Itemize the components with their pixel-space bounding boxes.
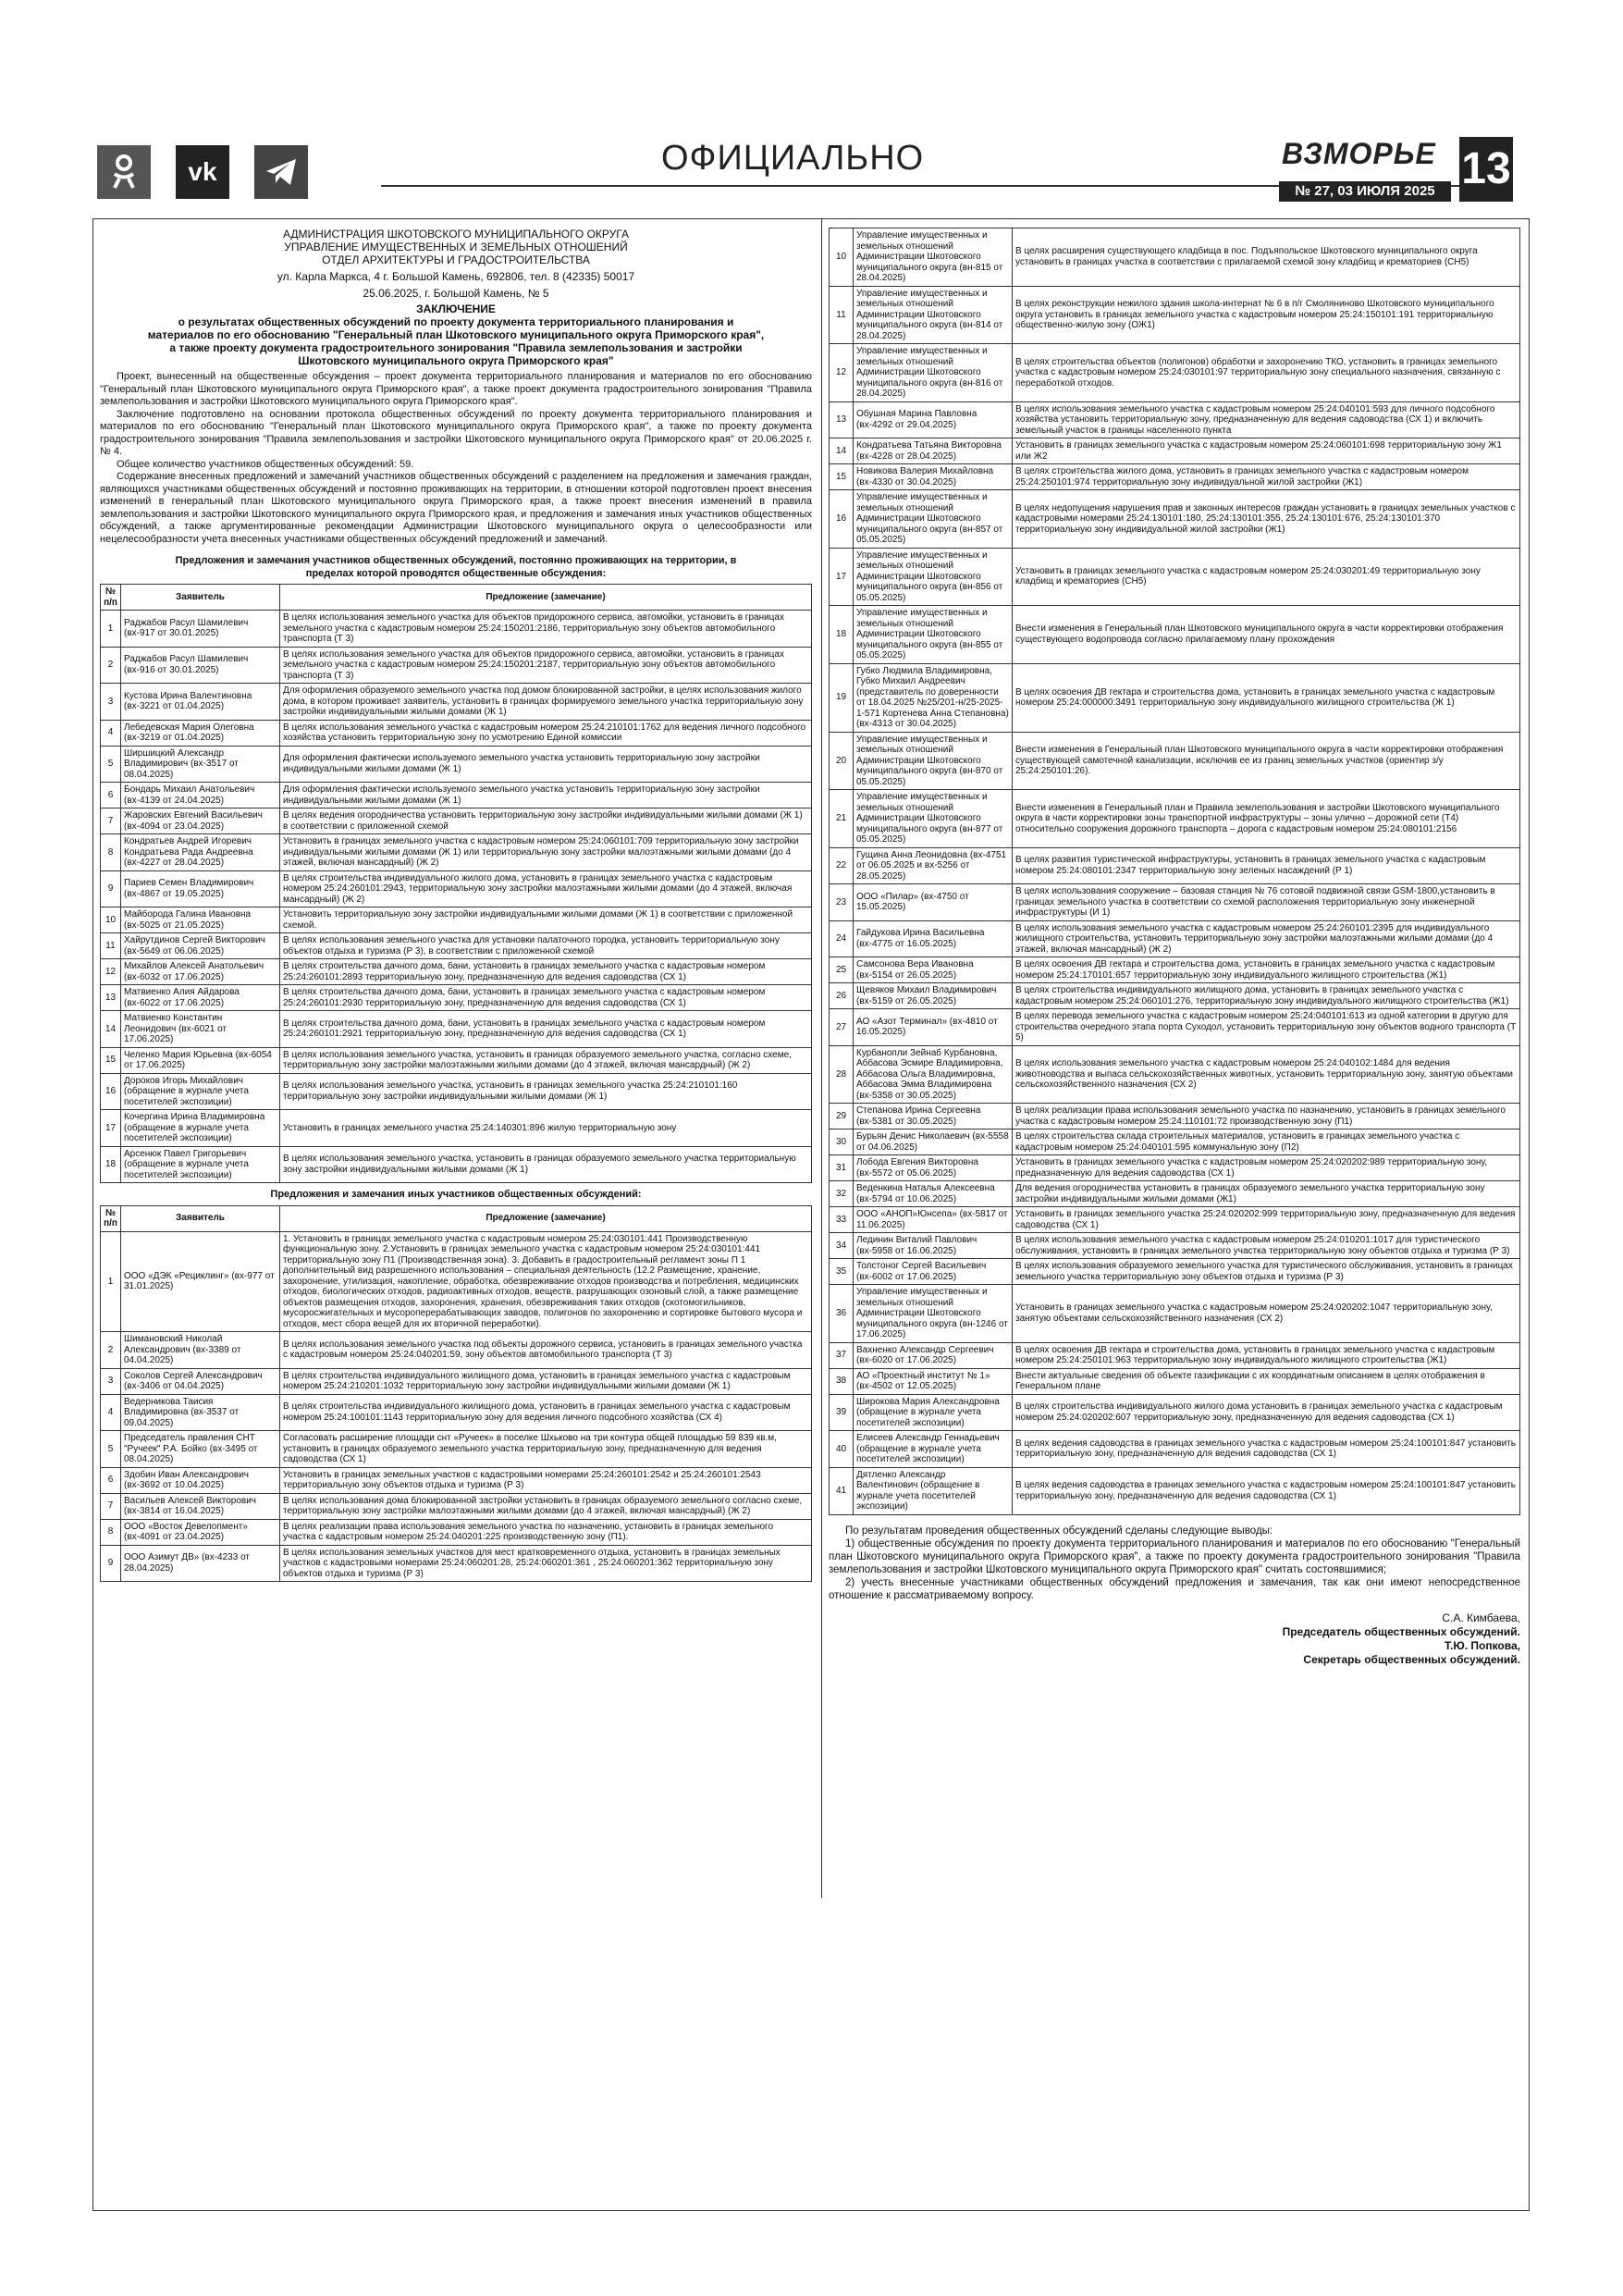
table-row [830,1104,1520,1129]
table-row [101,720,812,746]
table-row [101,1394,812,1431]
row-number: 1 [101,611,121,648]
row-number: 7 [101,1493,121,1519]
address: ул. Карла Маркса, 4 г. Большой Камень, 692806, тел. 8 (42335) 50017 [277,270,635,283]
row-proposal: В целях строительства индивидуального жилищного дома, установить в границах земельного участка с кадастровым номером 25:24:210201:1032 территориальную зону застройки индивидуальными жилыми домами (Ж 1) [280,1368,812,1394]
row-proposal: В целях использования земельного участка с кадастровым номером 25:24:040102:1484 для ведения животноводства и выпаса сельскохозяйственных животных, установить территориальную зону, занятую объектами сельскохозяйственного назначения (СХ 2) [1013,1045,1520,1104]
row-applicant: Управление имущественных и земельных отношений Администрации Шкотовского муниципального округа (вн-856 от 05.05.2025) [854,548,1013,606]
table-row [830,847,1520,884]
row-proposal: В целях использования земельного участка под объекты дорожного сервиса, установить в границах земельного участка с кадастровым номером 25:24:040201:59, зону объектов автомобильного транспорта (Т 3) [280,1332,812,1369]
table-row [101,834,812,871]
row-number: 27 [830,1009,854,1046]
row-number: 9 [101,870,121,907]
table-row [830,1009,1520,1046]
row-number: 24 [830,920,854,957]
col-num: № п/п [101,585,121,611]
sig1-name: С.А. Кимбаева, [1442,1611,1520,1624]
sig1-role: Председатель общественных обсуждений. [1282,1624,1520,1638]
row-number: 10 [101,907,121,933]
table-row [101,959,812,985]
row-number: 12 [101,959,121,985]
row-number: 39 [830,1394,854,1431]
row-number: 12 [830,344,854,402]
row-number: 28 [830,1045,854,1104]
signatures [829,1611,1520,1667]
col-applicant: Заявитель [121,585,280,611]
row-applicant: Управление имущественных и земельных отношений Администрации Шкотовского муниципального округа (вн-877 от 05.05.2025) [854,790,1013,848]
table-row [101,870,812,907]
row-number: 6 [101,783,121,809]
row-applicant: Управление имущественных и земельных отношений Администрации Шкотовского муниципального округа (вн-816 от 28.04.2025) [854,344,1013,402]
row-applicant: Кондратьева Татьяна Викторовна (вх-4228 от 28.04.2025) [854,438,1013,464]
table-row [830,490,1520,549]
table-row [101,647,812,684]
row-applicant: Самсонова Вера Ивановна (вх-5154 от 26.05.2025) [854,957,1013,983]
row-proposal: В целях строительства дачного дома, бани, установить в границах земельного участка с кадастровым номером 25:24:260101:2930 территориальную зону, предназначенную для ведения садоводства (СХ 1) [280,985,812,1011]
row-number: 18 [101,1146,121,1183]
row-proposal: В целях строительства индивидуального жилого дома, установить в границах земельного участка с кадастровым номером 25:24:260101:2943, территориальную зону застройки малоэтажными жилыми домами (до 4 этажей, включая мансардный) (Ж 2) [280,870,812,907]
row-proposal: Для ведения огородничества установить в границах образуемого земельного участка территориальную зону застройки индивидуальными жилыми домами (Ж1) [1013,1181,1520,1207]
row-applicant: Губко Людмила Владимировна, Губко Михаил Андреевич (представитель по доверенности от 18.04.2025 №25/201-н/25-2025-1-571 Кортенева Анна Степановна) (вх-4313 от 30.04.2025) [854,663,1013,732]
row-proposal: В целях строительства жилого дома, установить в границах земельного участка с кадастровым номером 25:24:250101:974 территориальную зону индивидуальной жилой застройки (Ж1) [1013,464,1520,490]
table-row [101,1519,812,1545]
table-row [830,1259,1520,1285]
row-applicant: Щевяков Михаил Владимирович (вх-5159 от 26.05.2025) [854,983,1013,1009]
row-proposal: Установить в границах земельного участка с кадастровым номером 25:24:020202:1047 территориальную зону, занятую объектами сельскохозяйственного назначения (СХ 2) [1013,1285,1520,1343]
table-row [830,401,1520,438]
table-row [830,464,1520,490]
row-number: 11 [830,286,854,344]
row-proposal: Установить в границах земельного участка с кадастровым номером 25:24:060101:698 территориальную зону Ж1 или Ж2 [1013,438,1520,464]
table-others-continued [829,228,1520,1515]
table-row [830,1368,1520,1394]
row-number: 29 [830,1104,854,1129]
row-number: 14 [830,438,854,464]
row-applicant: Дороков Игорь Михайлович (обращение в журнале учета посетителей экспозиции) [121,1073,280,1110]
table-row [830,884,1520,921]
row-applicant: АО «Проектный институт № 1» (вх-4502 от 12.05.2025) [854,1368,1013,1394]
table-row [830,1431,1520,1468]
row-proposal: В целях использования земельного участка с кадастровым номером 25:24:210101:1762 для ведения личного подсобного хозяйства установить территориальную зону по усмотрению Единой комиссии [280,720,812,746]
table2-title: Предложения и замечания иных участников общественных обсуждений: [270,1189,642,1200]
row-number: 2 [101,647,121,684]
table-row [101,1231,812,1332]
row-applicant: Обушная Марина Павловна (вх-4292 от 29.04.2025) [854,401,1013,438]
row-proposal: В целях использования образуемого земельного участка для туристического обслуживания, установить в границах земельного участка территориальную зону объектов отдыха и туризма (Р 3) [1013,1259,1520,1285]
row-proposal: В целях использования земельного участка для объектов придорожного сервиса, автомойки, установить в границах земельного участка с кадастровым номером 25:24:150201:2187, территориальную зону объектов автомобильного транспорта (Т 3) [280,647,812,684]
row-number: 34 [830,1233,854,1259]
row-proposal: В целях использования земельного участка с кадастровым номером 25:24:040101:593 для личного подсобного хозяйства установить территориальную зону, предназначенную для ведения садоводства (СХ 1) и включить земельный участок в границы населенного пункта [1013,401,1520,438]
row-applicant: Гущина Анна Леонидовна (вх-4751 от 06.05.2025 и вх-5256 от 28.05.2025) [854,847,1013,884]
row-number: 15 [830,464,854,490]
col-proposal: Предложение (замечание) [280,585,812,611]
page-number: 13 [1459,137,1513,202]
row-number: 13 [830,401,854,438]
row-proposal: Внести актуальные сведения об объекте газификации с их координатным описанием в целях отображения в Генеральном плане [1013,1368,1520,1394]
row-number: 23 [830,884,854,921]
row-proposal: В целях перевода земельного участка с кадастровым номером 25:24:040101:613 из одной категории в другую для строительства очередного этапа порта Суходол, установить территориальную зону объектов водного транспорта (Т 5) [1013,1009,1520,1046]
row-applicant: Михайлов Алексей Анатольевич (вх-6032 от 17.06.2025) [121,959,280,985]
date-line: 25.06.2025, г. Большой Камень, № 5 [363,287,549,300]
row-applicant: Жаровских Евгений Васильевич (вх-4094 от 23.04.2025) [121,809,280,834]
row-applicant: Управление имущественных и земельных отношений Администрации Шкотовского муниципального округа (вн-814 от 28.04.2025) [854,286,1013,344]
row-applicant: ООО «Пилар» (вх-4750 от 15.05.2025) [854,884,1013,921]
row-number: 15 [101,1047,121,1073]
table-row [101,1110,812,1147]
row-proposal: Установить в границах земельных участков с кадастровыми номерами 25:24:260101:2542 и 25:24:260101:2543 территориальную зону объектов отдыха и туризма (Р 3) [280,1467,812,1493]
newspaper-logo: ВЗМОРЬЕ [1282,137,1436,170]
table-row [830,548,1520,606]
row-applicant: Гайдукова Ирина Васильевна (вх-4775 от 16.05.2025) [854,920,1013,957]
row-proposal: Согласовать расширение площади снт «Ручеек» в поселке Шхьково на три контура общей площадью 59 839 кв.м, установить в границах образуемого земельного участка территориальную зону, предназначенную для ведения садоводства (СХ 1) [280,1431,812,1468]
col-applicant: Заявитель [121,1205,280,1231]
row-number: 33 [830,1207,854,1233]
row-proposal: В целях недопущения нарушения прав и законных интересов граждан установить в границах земельных участков с кадастровыми номерами 25:24:130101:180, 25:24:130101:355, 25:24:130101:676, 25:24:130101:370 территориальную зону индивидуальной жилой застройки (Ж1) [1013,490,1520,549]
table-row [830,1285,1520,1343]
issue-line: № 27, 03 ИЮЛЯ 2025 [1279,181,1451,202]
table-row [101,746,812,783]
table-residents [100,584,812,1183]
row-proposal: Для оформления фактически используемого земельного участка установить территориальную зону застройки индивидуальными жилыми домами (Ж 1) [280,783,812,809]
table-row [830,228,1520,287]
row-proposal: Внести изменения в Генеральный план и Правила землепользования и застройки Шкотовского муниципального округа в части корректировки зоны транспортной инфраструктуры – зоны улично – дорожной сети (Т4) относительно сооружения дорожного транспорта – дорога с кадастровым номером 25:24:080101:2156 [1013,790,1520,848]
row-number: 35 [830,1259,854,1285]
row-applicant: Кустова Ирина Валентиновна (вх-3221 от 01.04.2025) [121,684,280,721]
table-row [830,606,1520,664]
row-applicant: ООО «Восток Девелопмент» (вх-4091 от 23.04.2025) [121,1519,280,1545]
row-proposal: В целях использования земельного участка, установить в границах земельного участка 25:24:210101:160 территориальную зону застройки индивидуальными жилыми домами (Ж 1) [280,1073,812,1110]
row-proposal: В целях реализации права использования земельного участка по назначению, установить в границах земельного участка с кадастровым номером 25:24:110101:72 производственную зону (П1) [1013,1104,1520,1129]
table-row [830,663,1520,732]
table-row [830,1233,1520,1259]
table-row [101,611,812,648]
doc-title: ЗАКЛЮЧЕНИЕ [416,302,496,315]
conclusion-intro: По результатам проведения общественных обсуждений сделаны следующие выводы: [845,1524,1273,1537]
left-column [100,228,812,1582]
row-number: 20 [830,732,854,790]
row-proposal: Установить в границах земельного участка 25:24:020202:999 территориальную зону, предназначенную для ведения садоводства (СХ 1) [1013,1207,1520,1233]
row-number: 16 [830,490,854,549]
row-applicant: ООО Азимут ДВ» (вх-4233 от 28.04.2025) [121,1545,280,1582]
vk-icon[interactable]: vk [176,145,229,199]
row-number: 37 [830,1342,854,1368]
table-row [830,983,1520,1009]
row-applicant: Управление имущественных и земельных отношений Администрации Шкотовского муниципального округа (вн-857 от 05.05.2025) [854,490,1013,549]
row-applicant: Веденкина Наталья Алексеевна (вх-5794 от 10.06.2025) [854,1181,1013,1207]
right-column [829,228,1520,1667]
row-proposal: 1. Установить в границах земельного участка с кадастровым номером 25:24:030101:441 Производственную функциональную зону. 2.Установить в границах земельного участка с кадастровым номером 25:24:030101:441 территориальную зону П1 (Производственная зона). 3. Добавить в градостроительный регламент зоны П 1 дополнительный вид разрешенного использования – специальная деятельность (12.2 Размещение, хранение, захоронение, утилизация, накопление, обработка, обезвреживание отходов производства и потребления, медицинских отходов, биологических отходов, радиоактивных отходов, веществ, разрушающих озоновый слой, а также размещение объектов размещения отходов, захоронения, хранения, обезвреживания таких отходов (скотомогильников, мусоросжигательных и мусороперерабатывающих заводов, полигонов по захоронению и сортировке бытового мусора и отходов, мест сбора вещей для их вторичной переработки). [280,1231,812,1332]
row-applicant: Управление имущественных и земельных отношений Администрации Шкотовского муниципального округа (вн-815 от 28.04.2025) [854,228,1013,287]
row-proposal: Для оформления фактически используемого земельного участка установить территориальную зону застройки индивидуальными жилыми домами (Ж 1) [280,746,812,783]
row-applicant: АО «Азот Терминал» (вх-4810 от 16.05.2025) [854,1009,1013,1046]
table-row [830,957,1520,983]
row-number: 31 [830,1155,854,1181]
row-proposal: Установить в границах земельного участка с кадастровым номером 25:24:060101:709 территориальную зону застройки индивидуальными жилыми домами (Ж 1) или территориальную зону застройки малоэтажными жилыми домами (до 4 этажей, включая мансардный) (Ж 2) [280,834,812,871]
conclusion-2: 2) учесть внесенные участниками общественных обсуждений предложения и замечания, так как они имеют непосредственное отношение к рассматриваемому вопросу. [829,1576,1520,1601]
row-number: 11 [101,933,121,959]
row-proposal: В целях использования сооружение – базовая станция № 76 сотовой подвижной связи GSM-1800,установить в границах земельного участка в соответствии со схемой расположения территориальную зону инженерной инфраструктуры (И 1) [1013,884,1520,921]
table-row [830,1342,1520,1368]
row-applicant: Управление имущественных и земельных отношений Администрации Шкотовского муниципального округа (вн-855 от 05.05.2025) [854,606,1013,664]
row-applicant: Раджабов Расул Шамилевич (вх-917 от 30.01.2025) [121,611,280,648]
table-row [101,907,812,933]
row-number: 1 [101,1231,121,1332]
row-proposal: В целях строительства склада строительных материалов, установить в границах земельного участка с кадастровым номером 25:24:040101:595 коммунальную зону (П2) [1013,1129,1520,1155]
row-applicant: Матвиенко Алия Айдарова (вх-6022 от 17.06.2025) [121,985,280,1011]
table-row [830,1155,1520,1181]
row-proposal: В целях ведения огородничества установить территориальную зону застройки индивидуальными жилыми домами (Ж 1) в соответствии с приложенной схемой [280,809,812,834]
row-proposal: В целях строительства индивидуального жилищного дома, установить в границах земельного участка с кадастровым номером 25:24:060101:276, территориальную зону индивидуального жилищного строительства (Ж1) [1013,983,1520,1009]
row-applicant: Майборода Галина Ивановна (вх-5025 от 21.05.2025) [121,907,280,933]
table-row [830,1181,1520,1207]
ok-glyph [110,154,138,191]
paragraph-4: Содержание внесенных предложений и замечаний участников общественных обсуждений с разделением на предложения и замечания граждан, являющихся участниками общественных обсуждений и постоянно проживающих на территории, в отношении которой подготовлен проект внесения изменений в генеральный план Шкотовского муниципального округа Приморского края, а также проект внесения изменений в правила землепользования и застройки Шкотовского муниципального округа Приморского края, и предложения и замечания иных участников общественных обсуждений, а также аргументированные рекомендации Администрации Шкотовского муниципального округа о целесообразности или нецелесообразности учета внесенных участниками общественных обсуждений предложений и замечаний. [100,471,812,545]
row-number: 6 [101,1467,121,1493]
table-row [101,1467,812,1493]
row-proposal: В целях использования земельного участка для установки палаточного городка, установить территориальную зону объектов отдыха и туризма (Р 3), в соответствии с приложенной схемой [280,933,812,959]
row-proposal: Установить территориальную зону застройки индивидуальными жилыми домами (Ж 1) в соответствии с приложенной схемой. [280,907,812,933]
row-proposal: В целях развития туристической инфраструктуры, установить в границах земельного участка с кадастровым номером 25:24:080101:2347 территориальную зону зеленых насаждений (Р 1) [1013,847,1520,884]
conclusion-1: 1) общественные обсуждения по проекту документа территориального планирования и материалов по его обоснованию "Генеральный план Шкотовского муниципального округа Приморского края", а также по проекту документа градостроительного зонирования "Правила землепользования и застройки Шкотовского муниципального округа Приморского края" считать состоявшимися; [829,1537,1520,1575]
row-number: 8 [101,1519,121,1545]
table-row [830,344,1520,402]
row-number: 3 [101,684,121,721]
row-number: 22 [830,847,854,884]
table-row [101,1332,812,1369]
org-line-2: УПРАВЛЕНИЕ ИМУЩЕСТВЕННЫХ И ЗЕМЕЛЬНЫХ ОТНОШЕНИЙ [284,241,628,253]
row-proposal: В целях расширения существующего кладбища в пос. Подъяпольское Шкотовского муниципального округа установить в границах участка в соответствии с прилагаемой схемой зону кладбищ и крематориев (СН5) [1013,228,1520,287]
table-row [101,1431,812,1468]
row-number: 9 [101,1545,121,1582]
table-row [101,985,812,1011]
row-applicant: Париев Семен Владимирович (вх-4867 от 19.05.2025) [121,870,280,907]
row-number: 3 [101,1368,121,1394]
row-applicant: ООО «АНОП»Юнсепа» (вх-5817 от 11.06.2025) [854,1207,1013,1233]
row-applicant: Лединин Виталий Павлович (вх-5958 от 16.06.2025) [854,1233,1013,1259]
table-row [830,790,1520,848]
row-applicant: Шимановский Николай Александрович (вх-3389 от 04.04.2025) [121,1332,280,1369]
row-applicant: Ширшицкий Александр Владимирович (вх-3517 от 08.04.2025) [121,746,280,783]
section-title: ОФИЦИАЛЬНО [661,139,925,178]
table-row [101,684,812,721]
row-proposal: В целях использования дома блокированной застройки установить в границах образуемого земельного согласно схеме, территориальную зону застройки малоэтажными жилыми домами (до 4 этажей, включая мансардный) (Ж 2) [280,1493,812,1519]
row-number: 17 [830,548,854,606]
col-proposal: Предложение (замечание) [280,1205,812,1231]
row-number: 21 [830,790,854,848]
row-applicant: Арсенюк Павел Григорьевич (обращение в журнале учета посетителей экспозиции) [121,1146,280,1183]
row-number: 14 [101,1011,121,1048]
sig2-role: Секретарь общественных обсуждений. [1303,1652,1520,1666]
row-number: 40 [830,1431,854,1468]
table-row [101,783,812,809]
telegram-glyph [264,157,298,187]
table-row [101,1047,812,1073]
row-applicant: Управление имущественных и земельных отношений Администрации Шкотовского муниципального округа (вн-1246 от 17.06.2025) [854,1285,1013,1343]
paragraph-2: Заключение подготовлено на основании протокола общественных обсуждений по проекту документа территориального планирования и материалов по его обоснованию "Генеральный план Шкотовского муниципального округа Приморского края", а также по проекту документа градостроительного зонирования "Правила землепользования и застройки Шкотовского муниципального округа Приморского края" от 20.06.2025 г. № 4. [100,408,812,457]
row-number: 38 [830,1368,854,1394]
row-proposal: В целях освоения ДВ гектара и строительства дома, установить в границах земельного участка с кадастровым номером 25:24:000000:3491 территориальную зону индивидуального жилищного строительства (Ж 1) [1013,663,1520,732]
row-number: 5 [101,746,121,783]
row-proposal: В целях освоения ДВ гектара и строительства дома, установить в границах земельного участка с кадастровым номером 25:24:250101:963 территориальную зону индивидуального жилищного строительства (Ж1) [1013,1342,1520,1368]
row-number: 32 [830,1181,854,1207]
table-row [830,1045,1520,1104]
row-proposal: В целях строительства объектов (полигонов) обработки и захоронению ТКО, установить в границах земельного участка с кадастровым номером 25:24:030101:97 территориальную зону специального назначения, связанную с переработкой отходов. [1013,344,1520,402]
row-applicant: Дятленко Александр Валентинович (обращение в журнале учета посетителей экспозиции) [854,1467,1013,1514]
table-row [830,920,1520,957]
row-number: 41 [830,1467,854,1514]
row-applicant: Раджабов Расул Шамилевич (вх-916 от 30.01.2025) [121,647,280,684]
row-applicant: Матвиенко Константин Леонидович (вх-6021 от 17.06.2025) [121,1011,280,1048]
table-row [101,1073,812,1110]
row-proposal: В целях реализации права использования земельного участка по назначению, установить в границах земельного участка с кадастровым номером 25:24:040201:225 производственную зону (П1). [280,1519,812,1545]
row-proposal: В целях освоения ДВ гектара и строительства дома, установить в границах земельного участка с кадастровым номером 25:24:170101:657 территориальную зону индивидуального жилищного строительства (Ж1) [1013,957,1520,983]
row-number: 8 [101,834,121,871]
table-row [830,1207,1520,1233]
row-applicant: Ведерникова Таисия Владимировна (вх-3537 от 09.04.2025) [121,1394,280,1431]
column-separator [821,218,822,1898]
row-number: 5 [101,1431,121,1468]
row-proposal: В целях строительства дачного дома, бани, установить в границах земельного участка с кадастровым номером 25:24:260101:2893 территориальную зону, предназначенную для ведения садоводства (СХ 1) [280,959,812,985]
row-number: 7 [101,809,121,834]
row-number: 16 [101,1073,121,1110]
row-applicant: Новикова Валерия Михайловна (вх-4330 от 30.04.2025) [854,464,1013,490]
table1-title: Предложения и замечания участников общественных обсуждений, постоянно проживающих на территории, в пределах которой проводятся общественные обсуждения: [175,555,737,579]
telegram-icon[interactable] [254,145,308,199]
table-row [830,286,1520,344]
row-proposal: В целях использования земельного участка для объектов придорожного сервиса, автомойки, установить в границах земельного участка с кадастровым номером 25:24:150201:2186, территориальную зону объектов автомобильного транспорта (Т 3) [280,611,812,648]
paragraph-1: Проект, вынесенный на общественные обсуждения – проект документа территориального планирования и материалов по его обоснованию "Генеральный план Шкотовского муниципального округа Приморского края", а также проект документа градостроительного зонирования "Правила землепользования и застройки Шкотовского муниципального округа Приморского края". [100,371,812,407]
table-others [100,1205,812,1583]
table-row [101,1493,812,1519]
row-number: 2 [101,1332,121,1369]
row-proposal: В целях использования земельного участка, установить в границах образуемого земельного участка, согласно схеме, территориальную зону застройки малоэтажными жилыми домами (до 4 этажей, включая мансардный) (Ж 2) [280,1047,812,1073]
row-number: 26 [830,983,854,1009]
row-proposal: Установить в границах земельного участка 25:24:140301:896 жилую территориальную зону [280,1110,812,1147]
row-proposal: В целях ведения садоводства в границах земельного участка с кадастровым номером 25:24:100101:847 установить территориальную зону, предназначенную для ведения садоводства (СХ 1) [1013,1431,1520,1468]
table-row [830,1129,1520,1155]
table-row [101,1011,812,1048]
row-applicant: Бондарь Михаил Анатольевич (вх-4139 от 24.04.2025) [121,783,280,809]
sig2-name: Т.Ю. Попкова, [1445,1638,1520,1652]
row-number: 36 [830,1285,854,1343]
row-proposal: Установить в границах земельного участка с кадастровым номером 25:24:030201:49 территориальную зону кладбищ и крематориев (СН5) [1013,548,1520,606]
row-proposal: Внести изменения в Генеральный план Шкотовского муниципального округа в части корректировки отображения существующей самотечной канализации, исключив ее из границ земельных участков (ориентир з/у 25:24:250101:26). [1013,732,1520,790]
row-proposal: В целях ведения садоводства в границах земельного участка с кадастровым номером 25:24:100101:847 установить территориальную зону, предназначенную для ведения садоводства (СХ 1) [1013,1467,1520,1514]
row-number: 4 [101,1394,121,1431]
row-applicant: Вахненко Александр Сергеевич (вх-6020 от 17.06.2025) [854,1342,1013,1368]
row-applicant: Елисеев Александр Геннадьевич (обращение в журнале учета посетителей экспозиции) [854,1431,1013,1468]
table-row [101,1368,812,1394]
row-applicant: Управление имущественных и земельных отношений Администрации Шкотовского муниципального округа (вн-870 от 05.05.2025) [854,732,1013,790]
table-row [830,732,1520,790]
row-applicant: Кочергина Ирина Владимировна (обращение в журнале учета посетителей экспозиции) [121,1110,280,1147]
row-proposal: В целях использования земельного участка с кадастровым номером 25:24:010201:1017 для туристического обслуживания, установить в границах земельного участка территориальную зону объектов отдыха и туризма (Р 3) [1013,1233,1520,1259]
org-line-3: ОТДЕЛ АРХИТЕКТУРЫ И ГРАДОСТРОИТЕЛЬСТВА [322,253,590,266]
row-applicant: Бурьян Денис Николаевич (вх-5558 от 04.06.2025) [854,1129,1013,1155]
row-applicant: Толстоног Сергей Васильевич (вх-6002 от 17.06.2025) [854,1259,1013,1285]
row-proposal: В целях использования земельного участка, установить в границах образуемого земельного участка территориальную зону застройки индивидуальными жилыми домами (Ж 1) [280,1146,812,1183]
row-applicant: Курбанопли Зейнаб Курбановна, Аббасова Эсмире Владимировна, Аббасова Ольга Владимировна, Аббасова Эмма Владимировна (вх-5358 от 30.05.2025) [854,1045,1013,1104]
row-number: 25 [830,957,854,983]
row-proposal: В целях реконструкции нежилого здания школа-интернат № 6 в п/г Смоляниново Шкотовского муниципального округа установить в границах земельного участка с кадастровым номером 25:24:150101:191 территориальную общественно-жилую зону (ОЖ1) [1013,286,1520,344]
row-applicant: ООО «ДЭК «Рециклинг» (вх-977 от 31.01.2025) [121,1231,280,1332]
org-line-1: АДМИНИСТРАЦИЯ ШКОТОВСКОГО МУНИЦИПАЛЬНОГО ОКРУГА [283,228,629,241]
table-row [101,1146,812,1183]
row-applicant: Васильев Алексей Викторович (вх-3814 от 16.04.2025) [121,1493,280,1519]
row-number: 17 [101,1110,121,1147]
row-applicant: Соколов Сергей Александрович (вх-3406 от 04.04.2025) [121,1368,280,1394]
org-block [100,228,812,367]
row-applicant: Степанова Ирина Сергеевна (вх-5381 от 30.05.2025) [854,1104,1013,1129]
row-number: 18 [830,606,854,664]
row-applicant: Челенко Мария Юрьевна (вх-6054 от 17.06.2025) [121,1047,280,1073]
row-applicant: Хайрутдинов Сергей Викторович (вх-5649 от 06.06.2025) [121,933,280,959]
row-number: 19 [830,663,854,732]
row-proposal: Внести изменения в Генеральный план Шкотовского муниципального округа в части корректировки отображения существующего водопровода согласно прилагаемому плану прохождения [1013,606,1520,664]
doc-subtitle: о результатах общественных обсуждений по проекту документа территориального планирования и материалов по его обоснованию "Генеральный план Шкотовского муниципального округа Приморского края", а также проекту документа градостроительного зонирования "Правила землепользования и застройки Шкотовского муниципального округа Приморского края" [147,315,765,367]
row-number: 10 [830,228,854,287]
table-row [101,809,812,834]
ok-icon[interactable] [97,145,151,199]
row-proposal: Установить в границах земельного участка с кадастровым номером 25:24:020202:989 территориальную зону, предназначенную для ведения садоводства (СХ 1) [1013,1155,1520,1181]
table-row [101,1545,812,1582]
col-num: № п/п [101,1205,121,1231]
table-row [830,438,1520,464]
row-applicant: Лебедевская Мария Олеговна (вх-3219 от 01.04.2025) [121,720,280,746]
row-proposal: В целях использования земельного участка с кадастровым номером 25:24:260101:2395 для индивидуального жилищного строительства, установить территориальную зону застройки малоэтажными жилыми домами (до 4 этажей, включая мансардный) (Ж 2) [1013,920,1520,957]
table-row [830,1394,1520,1431]
paragraph-3: Общее количество участников общественных обсуждений: 59. [117,458,414,470]
row-applicant: Широкова Мария Александровна (обращение в журнале учета посетителей экспозиции) [854,1394,1013,1431]
row-applicant: Лобода Евгения Викторовна (вх-5572 от 05.06.2025) [854,1155,1013,1181]
row-number: 13 [101,985,121,1011]
row-proposal: В целях использования земельных участков для мест кратковременного отдыха, установить в границах земельных участков с кадастровыми номерами 25:24:060201:28, 25:24:060201:361 , 25:24:060201:362 территориальную зону объектов отдыха и туризма (Р 3) [280,1545,812,1582]
conclusion [829,1524,1520,1602]
table-row [830,1467,1520,1514]
row-applicant: Кондратьев Андрей Игоревич Кондратьева Рада Андреевна (вх-4227 от 28.04.2025) [121,834,280,871]
row-number: 4 [101,720,121,746]
row-applicant: Здобин Иван Александрович (вх-3692 от 10.04.2025) [121,1467,280,1493]
table-row [101,933,812,959]
row-proposal: В целях строительства индивидуального жилищного дома, установить в границах земельного участка с кадастровым номером 25:24:100101:1143 территориальную зону для ведения личного подсобного хозяйства (СХ 4) [280,1394,812,1431]
row-number: 30 [830,1129,854,1155]
row-proposal: В целях строительства дачного дома, бани, установить в границах земельного участка с кадастровым номером 25:24:260101:2921 территориальную зону, предназначенную для ведения садоводства (СХ 1) [280,1011,812,1048]
row-proposal: В целях строительства индивидуального жилого дома установить в границах земельного участка с кадастровым номером 25:24:020202:607 территориальную зону, предназначенную для ведения садоводства (СХ 1) [1013,1394,1520,1431]
row-applicant: Председатель правления СНТ "Ручеек" Р.А. Бойко (вх-3495 от 08.04.2025) [121,1431,280,1468]
row-proposal: Для оформления образуемого земельного участка под домом блокированной застройки, в целях использования жилого дома, в котором проживает заявитель, установить в границах формируемого земельного участка территориальную зону застройки индивидуальными жилыми домами (Ж 1) [280,684,812,721]
